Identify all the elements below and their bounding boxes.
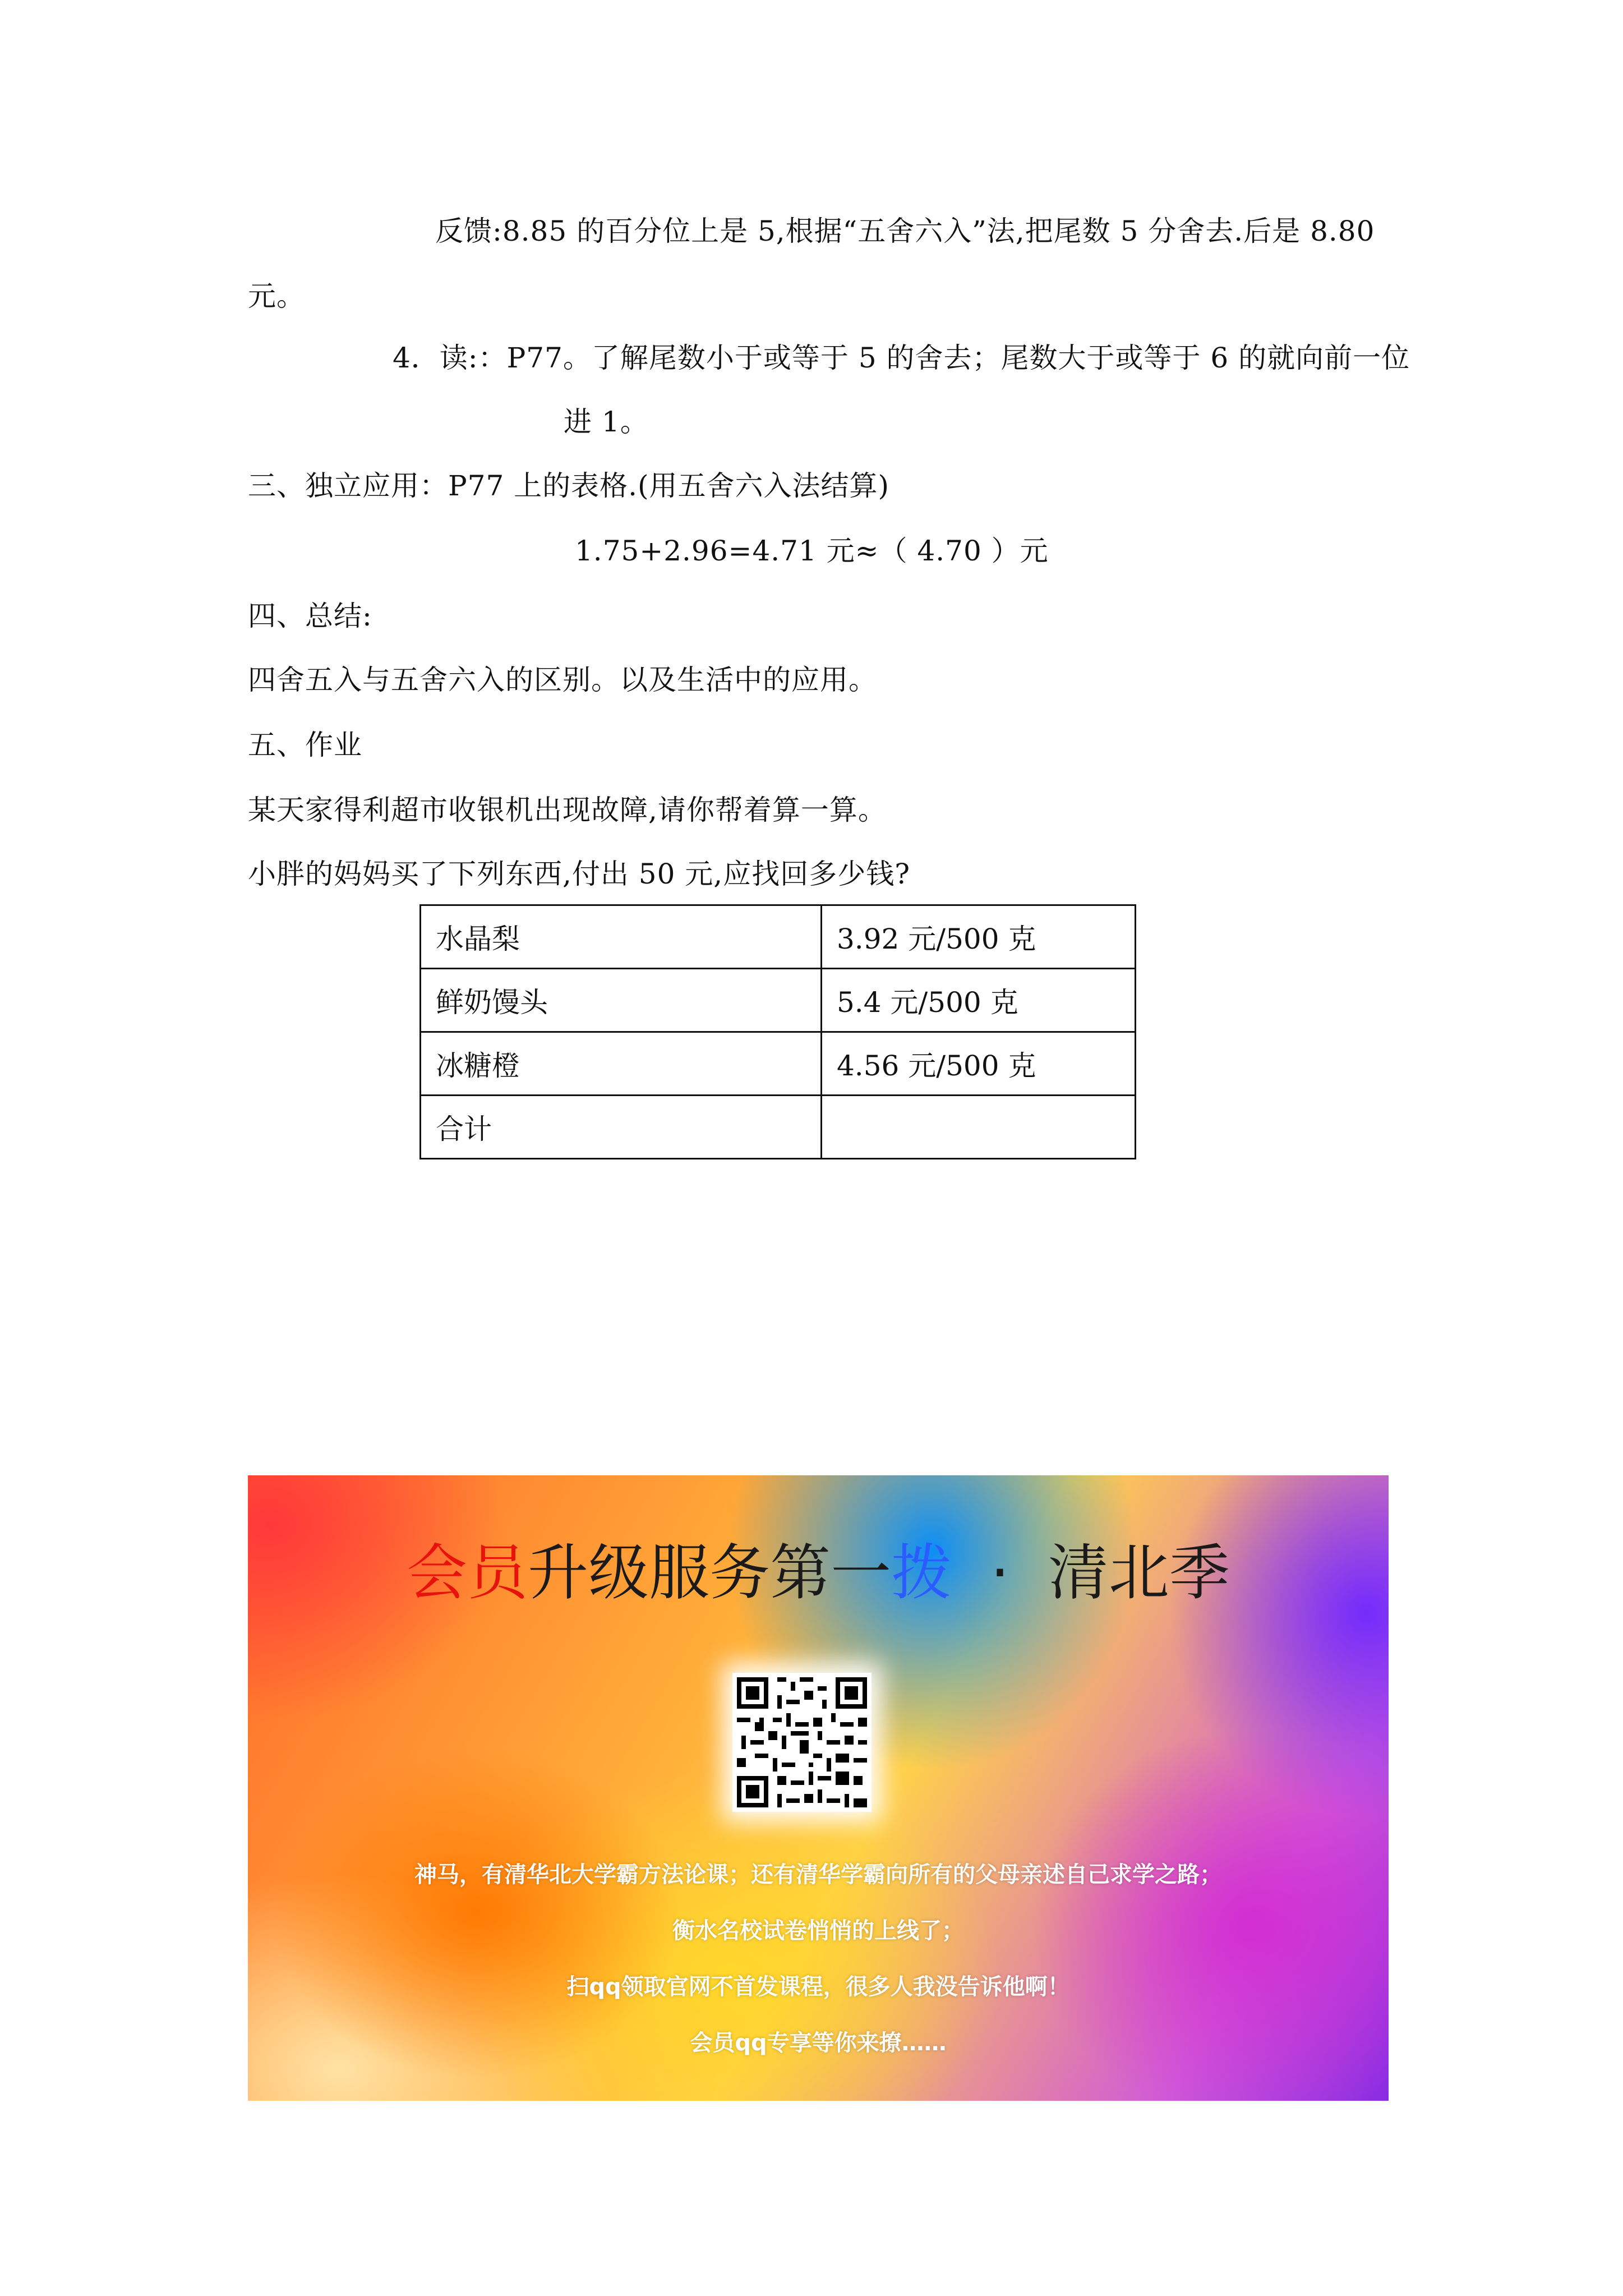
item-price: 5.4 元/500 克 <box>822 969 1136 1032</box>
feedback-line: 反馈:8.85 的百分位上是 5,根据“五舍六入”法,把尾数 5 分舍去.后是 8.80 <box>435 215 1375 247</box>
banner-title-dark: 升级服务第一 <box>528 1538 892 1608</box>
reading-instruction: 4．读:：P77。了解尾数小于或等于 5 的舍去；尾数大于或等于 6 的就向前一位 <box>393 342 1410 374</box>
banner-title-rest: · 清北季 <box>952 1538 1230 1608</box>
price-table <box>419 904 1136 1159</box>
homework-text-1: 某天家得利超市收银机出现故障,请你帮着算一算。 <box>248 794 887 826</box>
table-row <box>421 1032 1136 1096</box>
banner-line-1: 神马，有清华北大学霸方法论课；还有清华学霸向所有的父母亲述自己求学之路； <box>414 1862 1222 1888</box>
item-price: 3.92 元/500 克 <box>822 905 1136 969</box>
qr-code-icon[interactable] <box>732 1673 872 1812</box>
item-price: 4.56 元/500 克 <box>822 1032 1136 1096</box>
promo-banner[interactable] <box>248 1475 1389 2101</box>
feedback-line-cont: 元。 <box>248 280 305 312</box>
table-row <box>421 905 1136 969</box>
total-value <box>822 1096 1136 1159</box>
reading-instruction-cont: 进 1。 <box>564 406 649 438</box>
item-name: 冰糖橙 <box>421 1032 822 1096</box>
section-four-heading: 四、总结: <box>248 600 372 632</box>
banner-title-blue: 拨 <box>891 1538 952 1608</box>
homework-text-2: 小胖的妈妈买了下列东西,付出 50 元,应找回多少钱? <box>248 858 911 890</box>
table-row <box>421 969 1136 1032</box>
table-row <box>421 1096 1136 1159</box>
item-name: 水晶梨 <box>421 905 822 969</box>
banner-line-2: 衡水名校试卷悄悄的上线了； <box>672 1918 964 1944</box>
total-label: 合计 <box>421 1096 822 1159</box>
banner-line-3: 扫qq领取官网不首发课程，很多人我没告诉他啊！ <box>566 1974 1070 2000</box>
section-three-heading: 三、独立应用：P77 上的表格.(用五舍六入法结算) <box>248 470 890 502</box>
calculation-line: 1.75+2.96=4.71 元≈（ 4.70 ）元 <box>575 535 1049 567</box>
item-name: 鲜奶馒头 <box>421 969 822 1032</box>
banner-title <box>248 1537 1389 1610</box>
banner-title-red: 会员 <box>407 1538 528 1608</box>
summary-text: 四舍五入与五舍六入的区别。以及生活中的应用。 <box>248 664 877 696</box>
banner-line-4: 会员qq专享等你来撩…… <box>690 2030 947 2056</box>
section-five-heading: 五、作业 <box>248 729 362 761</box>
